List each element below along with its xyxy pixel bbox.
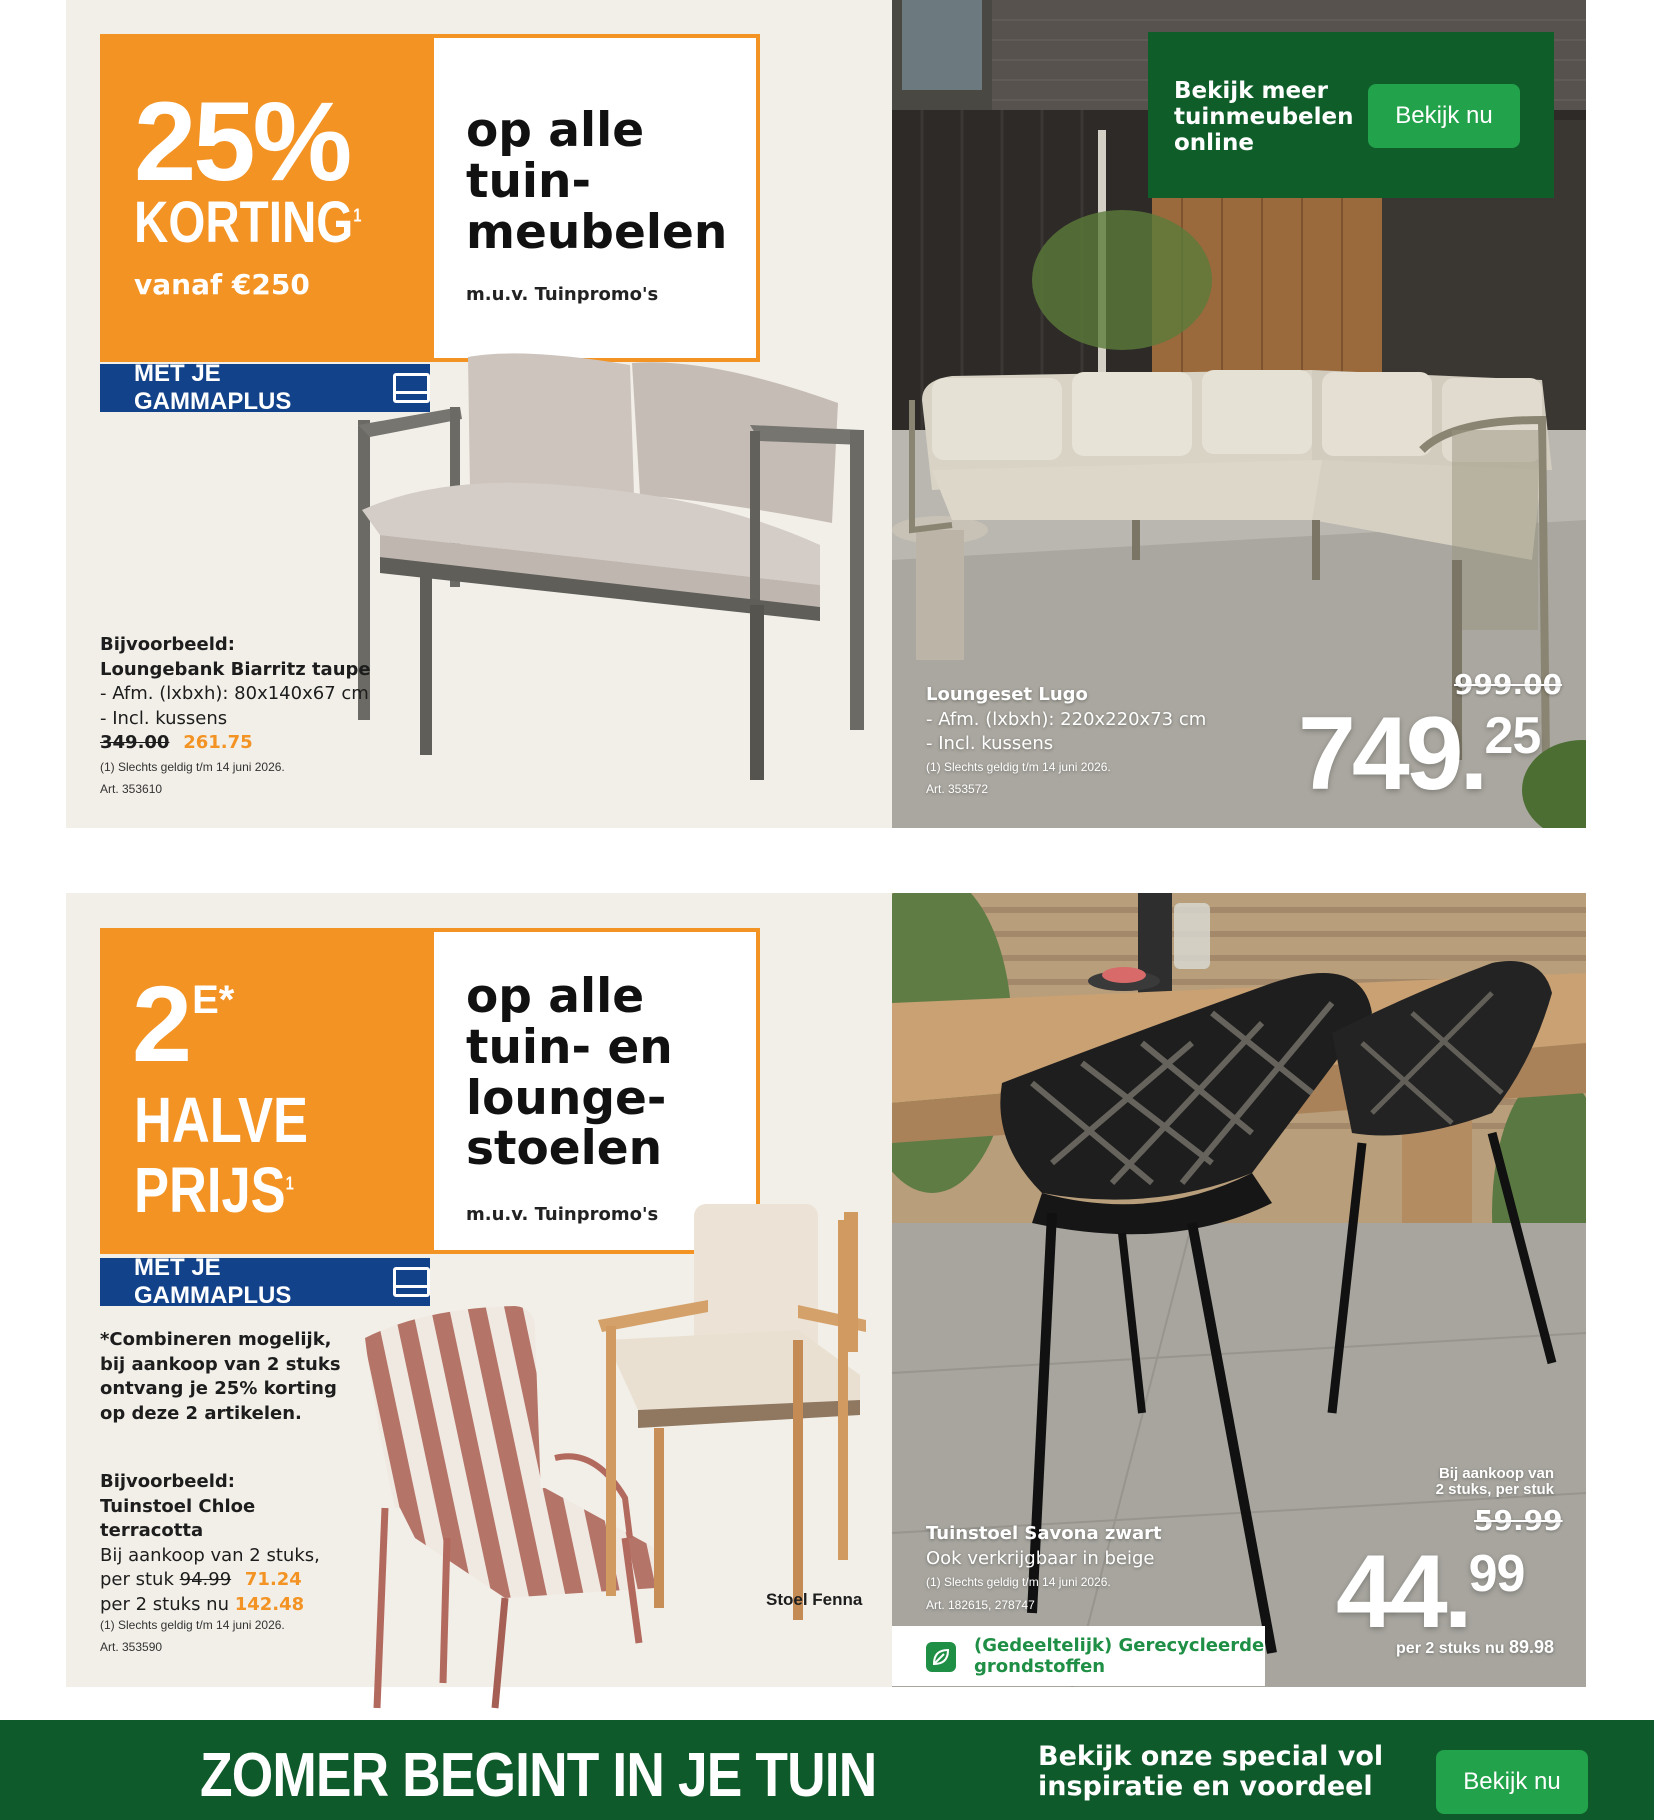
old-price: 94.99 — [179, 1569, 232, 1590]
leaf-icon — [926, 1642, 956, 1672]
promo-subtitle-2: m.u.v. Tuinpromo's — [466, 1204, 659, 1225]
savona-art: Art. 182615, 278747 — [926, 1598, 1035, 1612]
savona-old-price: 59.99 — [1474, 1504, 1563, 1537]
footer-sub-line: inspiratie en voordeel — [1038, 1771, 1373, 1802]
per-stuk-label: per stuk — [100, 1569, 174, 1590]
bij-aankoop-line: Bij aankoop van — [1438, 1465, 1554, 1482]
discount-badge — [100, 34, 434, 362]
price-cents: 99 — [1468, 1545, 1525, 1603]
promo-title-line: op alle — [466, 969, 645, 1024]
product-line: Bij aankoop van 2 stuks, — [100, 1544, 320, 1566]
footer-button[interactable]: Bekijk nu — [1436, 1750, 1588, 1814]
online-cta-text — [1174, 78, 1354, 156]
recycled-line: grondstoffen — [974, 1656, 1106, 1677]
gammaplus-text: MET JE GAMMAPLUS — [134, 360, 292, 415]
per2-price: 89.98 — [1508, 1637, 1554, 1657]
product-name: Loungebank Biarritz taupe — [100, 658, 371, 680]
cta-line: Bekijk meer — [1174, 78, 1329, 104]
prijs-sup: 1 — [285, 1173, 294, 1194]
promo-title-line: op alle — [466, 103, 645, 158]
fenna-label: Stoel Fenna — [766, 1590, 863, 1609]
promo-title-line: lounge- — [466, 1070, 667, 1126]
product-extra: - Incl. kussens — [926, 733, 1054, 754]
product-per-stuk — [100, 1568, 320, 1593]
halve-prijs-badge — [100, 928, 434, 1254]
prijs-text: PRIJS — [134, 1154, 286, 1226]
savona-validity: (1) Slechts geldig t/m 14 juni 2026. — [926, 1575, 1111, 1589]
loungeset-old-price: 999.00 — [1454, 668, 1563, 701]
per2-label: per 2 stuks nu — [1396, 1640, 1505, 1657]
product-label: Bijvoorbeeld: — [100, 634, 235, 655]
discount-vanaf: vanaf €250 — [134, 268, 310, 301]
recycled-line: (Gedeeltelijk) Gerecycleerde — [974, 1635, 1265, 1656]
recycled-badge — [892, 1626, 1265, 1686]
discount-korting — [134, 190, 362, 255]
loungeset-price — [1298, 696, 1541, 812]
savona-per2 — [1340, 1637, 1554, 1658]
product-name: Tuinstoel Chloe — [100, 1495, 256, 1517]
promo-subtitle: m.u.v. Tuinpromo's — [466, 284, 659, 305]
product-name: Tuinstoel Savona zwart — [926, 1523, 1162, 1544]
price-main: 749 — [1298, 696, 1460, 812]
loungeset-art: Art. 353572 — [926, 782, 989, 796]
new-price: 261.75 — [183, 732, 253, 753]
product-name: terracotta — [100, 1520, 204, 1541]
cta-line: online — [1174, 130, 1254, 156]
badge-2e — [132, 963, 235, 1084]
bij-aankoop-line: 2 stuks, per stuk — [1435, 1481, 1554, 1498]
price-dot: . — [1459, 696, 1485, 812]
product-price — [100, 731, 371, 756]
promo-title-box — [434, 34, 760, 362]
price-cents: 25 — [1484, 707, 1541, 765]
combine-line: ontvang je 25% korting — [100, 1378, 337, 1399]
online-cta-button[interactable]: Bekijk nu — [1368, 84, 1520, 148]
promo-title-line: meubelen — [466, 204, 728, 260]
per-2-price: 142.48 — [234, 1593, 305, 1615]
product-extra: - Incl. kussens — [100, 707, 228, 729]
old-price: 349.00 — [100, 732, 170, 753]
savona-bij-aankoop — [1340, 1466, 1554, 1498]
savona-info — [926, 1522, 1162, 1571]
footer-sub — [1038, 1742, 1383, 1802]
badge-e: E* — [192, 978, 235, 1022]
product-name: Loungeset Lugo — [926, 684, 1088, 705]
cta-line: tuinmeubelen — [1174, 104, 1354, 130]
product-per-2 — [100, 1593, 320, 1618]
card-icon — [393, 1267, 430, 1297]
badge-halve: HALVE — [134, 1084, 308, 1156]
product-1-art: Art. 353610 — [100, 782, 163, 796]
promo-title-2 — [466, 969, 673, 1177]
product-dims: - Afm. (lxbxh): 220x220x73 cm — [926, 708, 1207, 730]
footer-sub-line: Bekijk onze special vol — [1038, 1741, 1384, 1772]
product-also: Ook verkrijgbaar in beige — [926, 1547, 1155, 1569]
badge-2: 2 — [132, 963, 193, 1084]
product-label: Bijvoorbeeld: — [100, 1471, 235, 1492]
korting-sup: 1 — [353, 205, 362, 226]
promo-title-line: tuin- — [466, 153, 592, 209]
promo-title — [466, 103, 728, 260]
product-dims: - Afm. (lxbxh): 80x140x67 cm — [100, 683, 369, 704]
footer-banner — [0, 1720, 1654, 1820]
promo-title-line: tuin- en — [466, 1019, 673, 1075]
loungeset-info — [926, 683, 1206, 757]
gammaplus-text: MET JE GAMMAPLUS — [134, 1254, 292, 1309]
product-1-info — [100, 633, 371, 756]
combine-line: bij aankoop van 2 stuks — [100, 1353, 341, 1375]
product-2-art: Art. 353590 — [100, 1640, 163, 1654]
online-cta-box — [1148, 32, 1554, 198]
product-1-validity: (1) Slechts geldig t/m 14 juni 2026. — [100, 760, 285, 774]
recycled-text — [974, 1635, 1264, 1677]
footer-headline: ZOMER BEGINT IN JE TUIN — [200, 1741, 877, 1810]
badge-prijs — [134, 1154, 294, 1226]
product-2-info — [100, 1470, 320, 1617]
product-2-validity: (1) Slechts geldig t/m 14 juni 2026. — [100, 1618, 285, 1632]
per-2-label: per 2 stuks nu — [100, 1593, 229, 1615]
combine-line: op deze 2 artikelen. — [100, 1402, 302, 1424]
price-dot: . — [1443, 1534, 1469, 1650]
korting-text: KORTING — [134, 190, 354, 255]
loungeset-validity: (1) Slechts geldig t/m 14 juni 2026. — [926, 760, 1111, 774]
new-price: 71.24 — [244, 1569, 302, 1590]
combine-note — [100, 1328, 341, 1426]
discount-percent: 25% — [134, 79, 350, 204]
fenna-chair-image — [598, 1200, 878, 1620]
promo-title-line: stoelen — [466, 1121, 663, 1177]
combine-line: *Combineren mogelijk, — [100, 1329, 332, 1350]
price-main: 44 — [1336, 1534, 1444, 1650]
loungebank-image — [350, 345, 870, 785]
